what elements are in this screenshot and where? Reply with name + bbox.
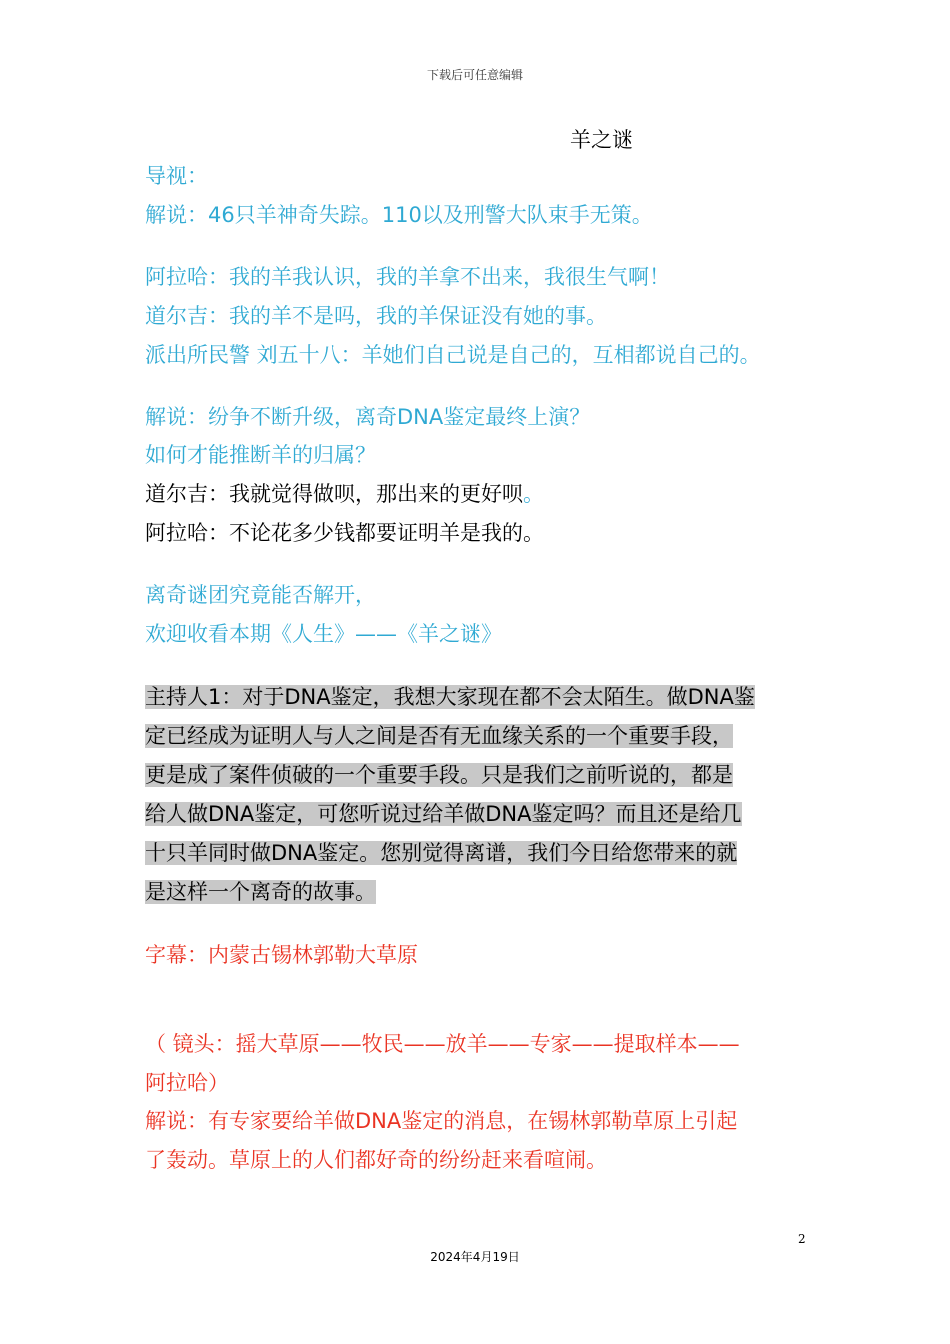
shot-description: 阿拉哈） bbox=[145, 1071, 229, 1095]
host-line bbox=[145, 761, 733, 789]
host-line bbox=[145, 839, 737, 867]
dialogue-line: 阿拉哈：我的羊我认识，我的羊拿不出来，我很生气啊！ bbox=[145, 265, 670, 289]
narration-line: 解说：46只羊神奇失踪。110以及刑警大队束手无策。 bbox=[145, 203, 653, 227]
host-text: 主持人1：对于DNA鉴定，我想大家现在都不会太陌生。做DNA鉴 bbox=[145, 685, 755, 709]
host-text: 定已经成为证明人与人之间是否有无血缘关系的一个重要手段， bbox=[145, 724, 733, 748]
page-number: 2 bbox=[798, 1232, 806, 1246]
promo-line: 欢迎收看本期《人生》——《羊之谜》 bbox=[145, 622, 502, 646]
dialogue-end-punct: 。 bbox=[523, 482, 544, 506]
host-text: 更是成了案件侦破的一个重要手段。只是我们之前听说的，都是 bbox=[145, 763, 733, 787]
host-text: 十只羊同时做DNA鉴定。您别觉得离谱，我们今日给您带来的就 bbox=[145, 841, 738, 865]
host-line bbox=[145, 722, 733, 750]
host-text: 是这样一个离奇的故事。 bbox=[145, 880, 376, 904]
dialogue-line: 道尔吉：我的羊不是吗，我的羊保证没有她的事。 bbox=[145, 304, 607, 328]
host-text: 给人做DNA鉴定，可您听说过给羊做DNA鉴定吗？而且还是给几 bbox=[145, 802, 742, 826]
header-note: 下载后可任意编辑 bbox=[426, 68, 523, 82]
host-line bbox=[145, 683, 755, 711]
promo-line: 离奇谜团究竟能否解开， bbox=[145, 583, 376, 607]
host-line bbox=[145, 878, 376, 906]
dialogue-line-black bbox=[145, 480, 544, 508]
document-title: 羊之谜 bbox=[570, 128, 633, 152]
dialogue-line-black: 阿拉哈：不论花多少钱都要证明羊是我的。 bbox=[145, 521, 544, 545]
narration-line-red: 解说：有专家要给羊做DNA鉴定的消息，在锡林郭勒草原上引起 bbox=[145, 1109, 738, 1133]
dialogue-line: 派出所民警 刘五十八：羊她们自己说是自己的，互相都说自己的。 bbox=[145, 343, 761, 367]
host-line bbox=[145, 800, 742, 828]
subtitle-caption: 字幕：内蒙古锡林郭勒大草原 bbox=[145, 943, 418, 967]
narration-line: 解说：纷争不断升级，离奇DNA鉴定最终上演？ bbox=[145, 405, 591, 429]
guide-label: 导视： bbox=[145, 164, 208, 188]
dialogue-text: 道尔吉：我就觉得做呗，那出来的更好呗 bbox=[145, 482, 523, 506]
narration-line: 如何才能推断羊的归属？ bbox=[145, 443, 376, 467]
shot-description: （ 镜头：摇大草原——牧民——放羊——专家——提取样本—— bbox=[145, 1032, 740, 1056]
narration-line-red: 了轰动。草原上的人们都好奇的纷纷赶来看喧闹。 bbox=[145, 1148, 607, 1172]
footer-date: 2024年4月19日 bbox=[430, 1250, 520, 1264]
